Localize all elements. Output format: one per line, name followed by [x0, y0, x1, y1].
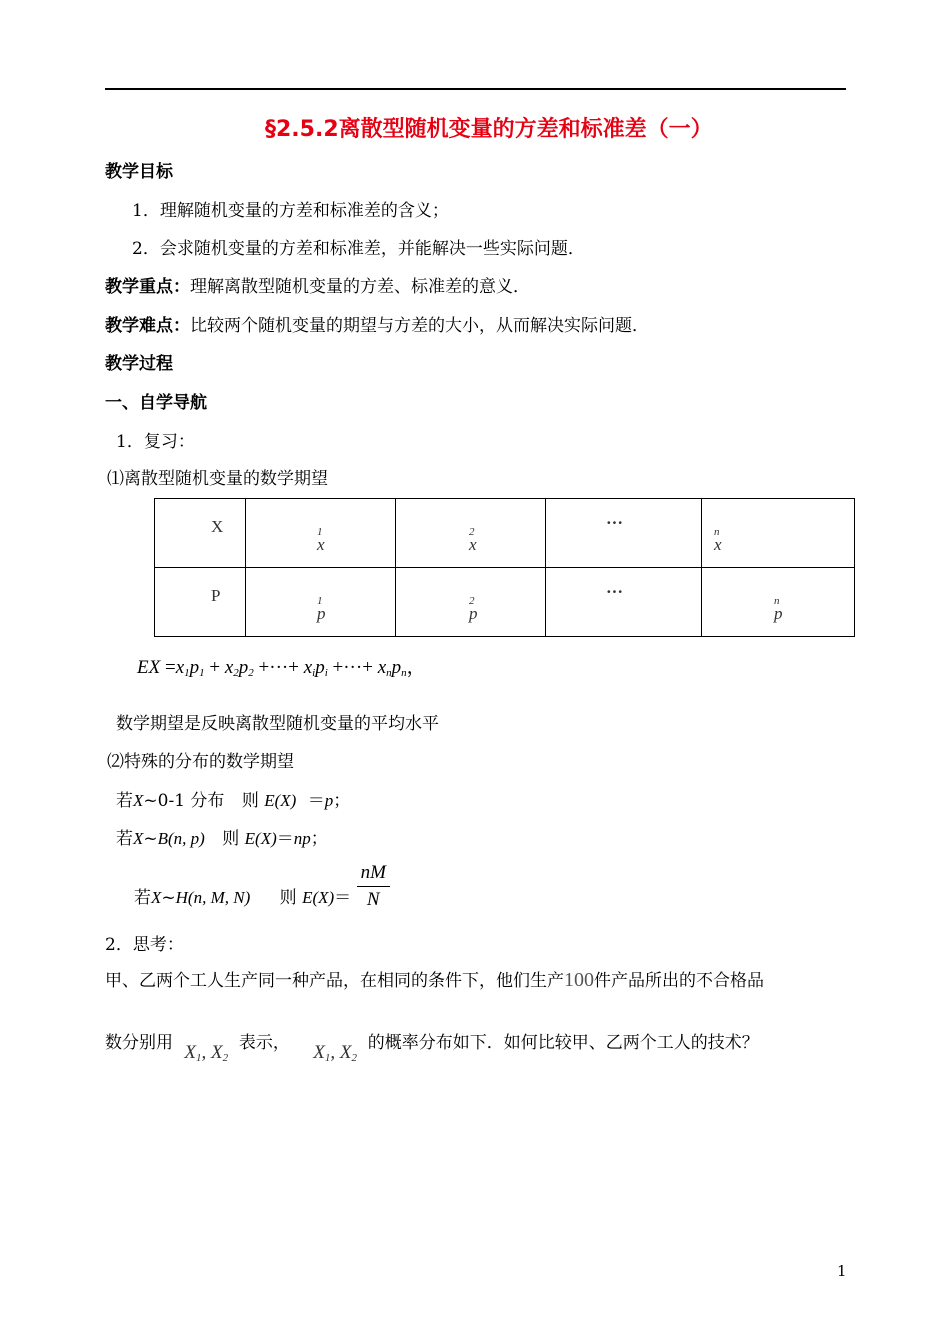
table-cell: x $_n$ [702, 499, 855, 568]
distribution-hypergeometric: 若X~H(n, M, N) 则 E(X)＝ $\frac{nM}{N}$ [134, 862, 390, 911]
table-cell: ··· [546, 499, 702, 568]
think-label: 2．思考： [105, 935, 184, 955]
subsection-2: ⑵特殊的分布的数学期望 [107, 752, 294, 772]
fraction: $\frac{nM}{N}$ [357, 862, 390, 911]
key-point [105, 272, 530, 297]
table-row [155, 568, 855, 637]
difficulty-label: 教学难点： [105, 316, 190, 336]
goal-1: 1．理解随机变量的方差和标准差的含义； [132, 201, 449, 221]
header-rule [105, 88, 846, 90]
subsection-1: ⑴离散型随机变量的数学期望 [107, 469, 328, 489]
table-cell: p $_1$ [246, 568, 396, 637]
goals-heading: 教学目标 [105, 162, 173, 182]
difficulty-point [105, 311, 649, 336]
difficulty-text: 比较两个随机变量的期望与方差的大小，从而解决实际问题． [190, 316, 649, 336]
table-row [155, 499, 855, 568]
part1-heading: 一、自学导航 [105, 393, 207, 413]
page-number: 1 [837, 1262, 847, 1280]
table-cell: P [155, 568, 246, 637]
question-line-2: 数分别用 $X_1$, $X_2$ 表示， $X_1$, $X_2$ 的概率分布如下．如何比较甲、乙两个工人的技术？ [105, 1033, 759, 1064]
table-cell: ··· [546, 568, 702, 637]
expectation-meaning: 数学期望是反映离散型随机变量的平均水平 [116, 714, 439, 734]
distribution-binomial: 若X~B(n, p) 则 E(X)＝np； [116, 829, 328, 849]
process-heading: 教学过程 [105, 354, 173, 374]
table-cell: X [155, 499, 246, 568]
key-text: 理解离散型随机变量的方差、标准差的意义． [190, 277, 530, 297]
table-cell: p $_n$ [702, 568, 855, 637]
page-title: §2.5.2离散型随机变量的方差和标准差（一） [265, 117, 713, 142]
question-line-1: 甲、乙两个工人生产同一种产品，在相同的条件下，他们生产100件产品所出的不合格品 [105, 969, 764, 991]
expectation-formula: EX $=x_1p_1 + x_2p_2$ +···+ $x_ip_i$ +···+ $x_np_n$， [137, 657, 426, 679]
goal-2: 2．会求随机变量的方差和标准差，并能解决一些实际问题． [132, 239, 585, 259]
distribution-01: 若X~0-1 分布 则 E(X) ＝p； [116, 791, 351, 811]
distribution-table [154, 498, 855, 637]
key-label: 教学重点： [105, 277, 190, 297]
table-cell: x $_1$ [246, 499, 396, 568]
table-cell: x $_2$ [396, 499, 546, 568]
table-cell: p $_2$ [396, 568, 546, 637]
review-label: 1．复习： [116, 432, 195, 452]
